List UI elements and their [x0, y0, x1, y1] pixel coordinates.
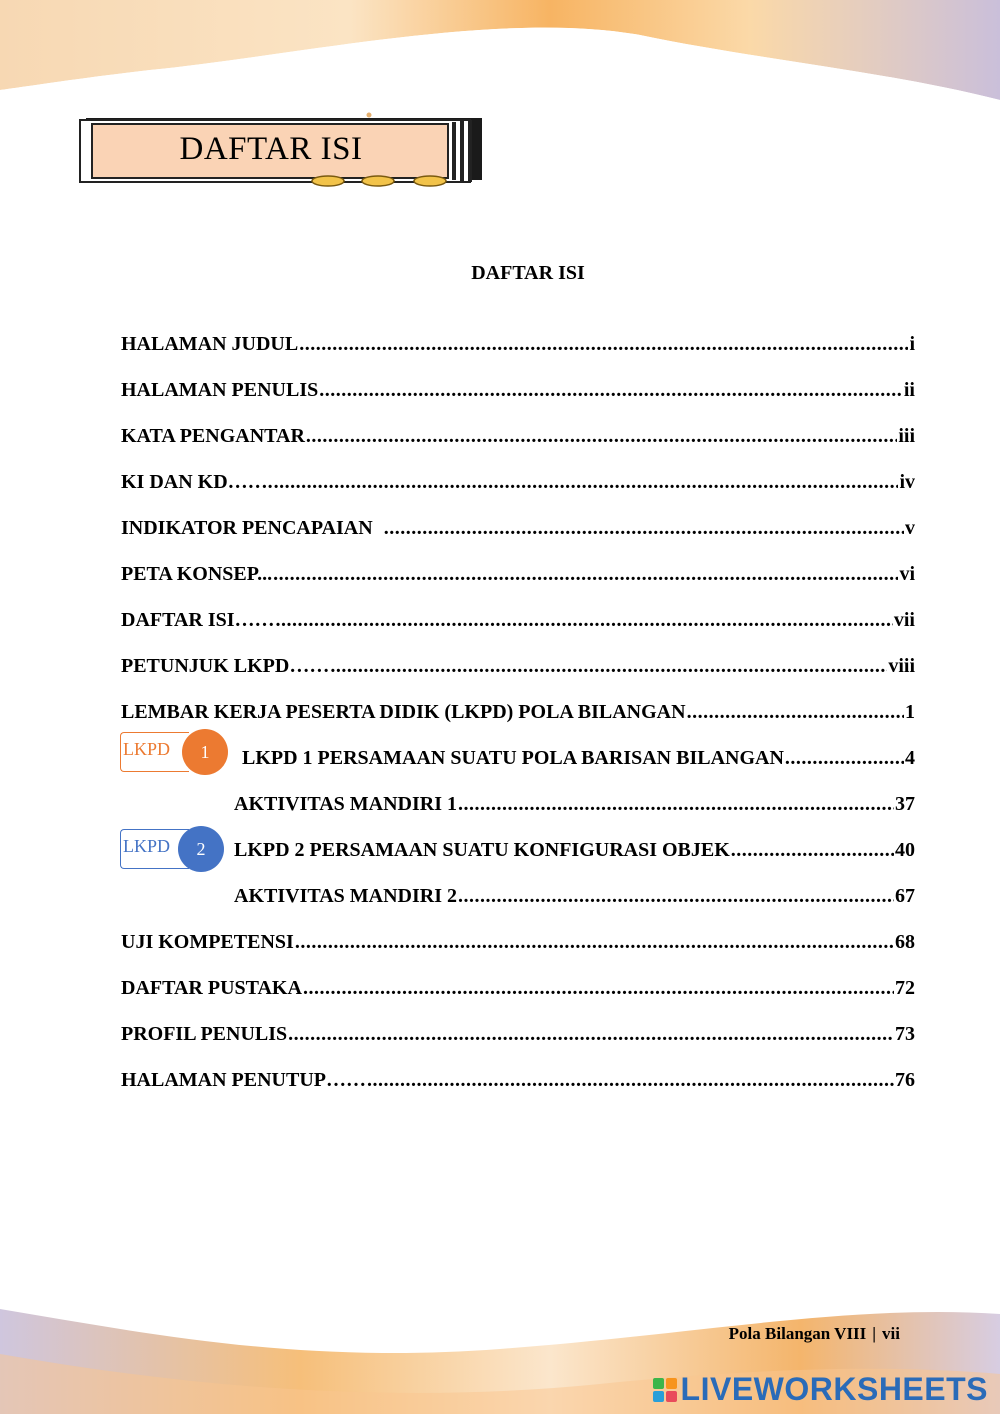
dot-leader [288, 1023, 894, 1046]
banner-title: DAFTAR ISI [179, 131, 363, 167]
dot-leader [274, 471, 899, 494]
toc-entry-ki-dan-kd[interactable] [121, 471, 915, 497]
toc-page-number: ii [903, 379, 915, 401]
page-footer [729, 1324, 900, 1344]
toc-page-number: 68 [895, 931, 915, 953]
toc-page-number: 1 [905, 701, 915, 723]
badge-label: LKPD [123, 739, 171, 759]
toc-page-number: 72 [895, 977, 915, 999]
toc-entry-petunjuk-lkpd[interactable] [121, 655, 915, 681]
dot-leader [367, 1069, 894, 1092]
page-heading: DAFTAR ISI [471, 262, 585, 284]
toc-label: PROFIL PENULIS [121, 1023, 288, 1045]
toc-entry-indikator-pencapaian[interactable] [121, 517, 915, 543]
toc-entry-daftar-pustaka[interactable] [121, 977, 915, 1003]
toc-entry-aktivitas-mandiri-1[interactable] [234, 793, 915, 819]
brand-name: LIVEWORKSHEETS [680, 1371, 988, 1407]
dot-leader [785, 747, 904, 770]
toc-page-number: vi [899, 563, 915, 585]
toc-page-number: viii [888, 655, 915, 677]
toc-entry-kata-pengantar[interactable] [121, 425, 915, 451]
toc-entry-lembar-kerja[interactable] [121, 701, 915, 727]
toc-entry-daftar-isi[interactable] [121, 609, 915, 635]
footer-page-number: vii [882, 1324, 900, 1343]
toc-page-number: 37 [895, 793, 915, 815]
toc-label: PETUNJUK LKPD…… [121, 655, 330, 677]
dot-leader [319, 379, 903, 402]
toc-label: HALAMAN PENULIS [121, 379, 319, 401]
dot-leader [273, 563, 898, 586]
dot-leader [731, 839, 894, 862]
footer-separator: | [872, 1324, 877, 1343]
toc-label: KATA PENGANTAR [121, 425, 305, 447]
toc-label: HALAMAN JUDUL [121, 333, 299, 355]
toc-label: PETA KONSEP... [121, 563, 273, 585]
dot-leader [458, 885, 894, 908]
toc-label: HALAMAN PENUTUP…… [121, 1069, 366, 1091]
toc-entry-halaman-judul[interactable] [121, 333, 915, 359]
liveworksheets-brand[interactable] [653, 1371, 988, 1408]
badge-number: 2 [178, 826, 224, 872]
toc-label: LKPD 2 PERSAMAAN SUATU KONFIGURASI OBJEK [234, 839, 730, 861]
dot-leader [303, 977, 894, 1000]
toc-entry-uji-kompetensi[interactable] [121, 931, 915, 957]
toc-entry-profil-penulis[interactable] [121, 1023, 915, 1049]
toc-entry-peta-konsep[interactable] [121, 563, 915, 589]
dot-leader [306, 425, 897, 448]
footer-book-title: Pola Bilangan VIII [728, 1324, 867, 1343]
dot-leader [687, 701, 904, 724]
toc-entry-lkpd-1[interactable] [242, 747, 915, 773]
toc-entry-lkpd-2[interactable] [234, 839, 915, 865]
toc-label: INDIKATOR PENCAPAIAN [121, 517, 383, 539]
toc-label: UJI KOMPETENSI [121, 931, 294, 953]
toc-page-number: iii [898, 425, 915, 447]
toc-page-number: 40 [895, 839, 915, 861]
dot-leader [458, 793, 894, 816]
toc-page-number: vii [893, 609, 915, 631]
toc-page-number: i [909, 333, 915, 355]
toc-page-number: v [905, 517, 915, 539]
toc-label: DAFTAR PUSTAKA [121, 977, 302, 999]
liveworksheets-logo-icon [653, 1378, 677, 1402]
toc-page-number: iv [899, 471, 915, 493]
toc-page-number: 4 [905, 747, 915, 769]
toc-label: KI DAN KD……. [121, 471, 273, 493]
dot-leader [384, 517, 904, 540]
toc-entry-halaman-penutup[interactable] [121, 1069, 915, 1095]
toc-label: AKTIVITAS MANDIRI 1 [234, 793, 457, 815]
dot-leader [299, 333, 908, 356]
toc-label: DAFTAR ISI…… [121, 609, 275, 631]
toc-entry-aktivitas-mandiri-2[interactable] [234, 885, 915, 911]
toc-page-number: 67 [895, 885, 915, 907]
toc-page-number: 73 [895, 1023, 915, 1045]
toc-label: LKPD 1 PERSAMAAN SUATU POLA BARISAN BILANGAN [242, 747, 784, 769]
dot-leader [276, 609, 893, 632]
toc-label: LEMBAR KERJA PESERTA DIDIK (LKPD) POLA BILANGAN [121, 701, 686, 723]
dot-leader [330, 655, 887, 678]
toc-entry-halaman-penulis[interactable] [121, 379, 915, 405]
lkpd-2-badge [120, 826, 232, 870]
badge-number: 1 [182, 729, 228, 775]
top-wave-decoration [0, 0, 1000, 110]
toc-label: AKTIVITAS MANDIRI 2 [234, 885, 457, 907]
toc-page-number: 76 [895, 1069, 915, 1091]
dot-leader [295, 931, 894, 954]
badge-label: LKPD [123, 836, 171, 856]
lkpd-1-badge [120, 729, 232, 773]
